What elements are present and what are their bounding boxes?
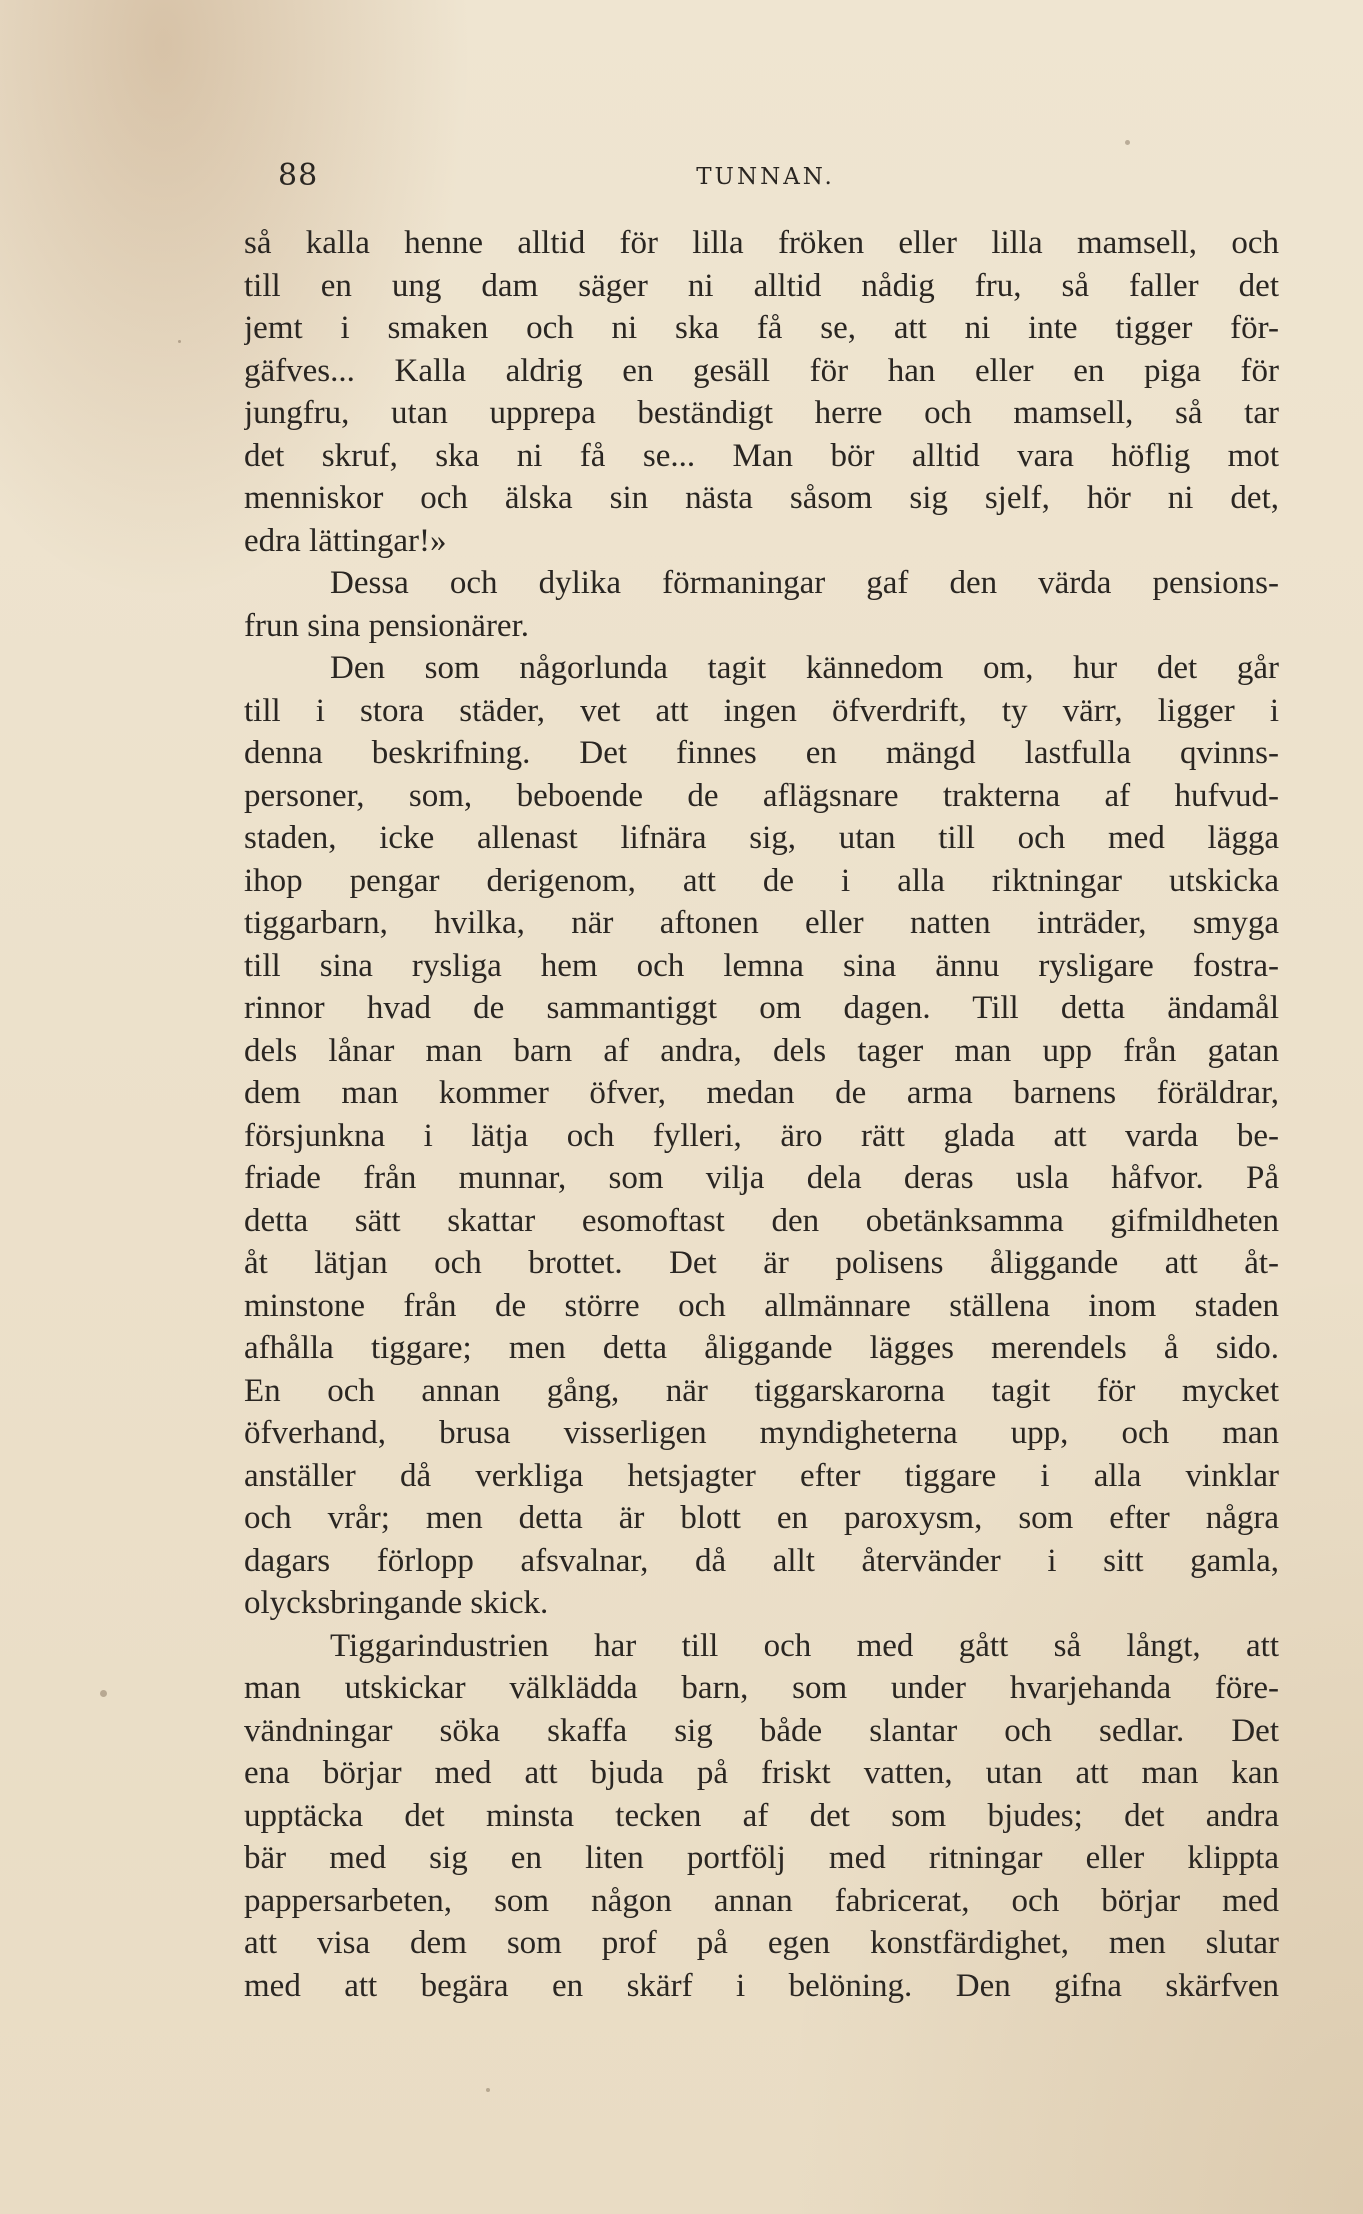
text-line: menniskor och älska sin nästa såsom sig sjelf, hör ni det, bbox=[244, 480, 1279, 516]
text-line: öfverhand, brusa visserligen myndigheterna upp, och man bbox=[244, 1415, 1279, 1451]
text-line: till sina rysliga hem och lemna sina ännu rysligare fostra- bbox=[244, 947, 1279, 984]
text-line: ena börjar med att bjuda på friskt vatten, utan att man kan bbox=[244, 1755, 1279, 1791]
text-line: dem man kommer öfver, medan de arma barnens föräldrar, bbox=[244, 1075, 1279, 1111]
text-line: upptäcka det minsta tecken af det som bjudes; det andra bbox=[244, 1797, 1279, 1834]
text-line: Tiggarindustrien har till och med gått så långt, att bbox=[330, 1627, 1279, 1664]
text-line: personer, som, beboende de aflägsnare trakterna af hufvud- bbox=[244, 777, 1279, 814]
text-line: jemt i smaken och ni ska få se, att ni inte tigger för- bbox=[244, 310, 1279, 346]
paper-speck bbox=[100, 1690, 107, 1697]
page-header bbox=[278, 158, 1253, 198]
text-line: ihop pengar derigenom, att de i alla riktningar utskicka bbox=[244, 862, 1279, 899]
text-line: staden, icke allenast lifnära sig, utan till och med lägga bbox=[244, 820, 1279, 856]
text-line: edra lättingar!» bbox=[244, 522, 447, 559]
text-line: att visa dem som prof på egen konstfärdighet, men slutar bbox=[244, 1925, 1279, 1961]
text-line: man utskickar välklädda barn, som under hvarjehanda före- bbox=[244, 1670, 1279, 1706]
text-line: jungfru, utan upprepa beständigt herre och mamsell, så tar bbox=[244, 395, 1279, 431]
text-line: olycksbringande skick. bbox=[244, 1585, 549, 1621]
paper-speck bbox=[1125, 140, 1130, 145]
page-number: 88 bbox=[278, 158, 319, 193]
text-line: försjunkna i lätja och fylleri, äro rätt glada att varda be- bbox=[244, 1117, 1279, 1154]
text-line: dagars förlopp afsvalnar, då allt återvänder i sitt gamla, bbox=[244, 1542, 1279, 1579]
text-line: Den som någorlunda tagit kännedom om, hur det går bbox=[330, 650, 1279, 686]
text-line: gäfves... Kalla aldrig en gesäll för han eller en piga för bbox=[244, 352, 1279, 389]
text-line: till en ung dam säger ni alltid nådig fru, så faller det bbox=[244, 267, 1279, 304]
text-line: frun sina pensionärer. bbox=[244, 607, 529, 644]
text-line: dels lånar man barn af andra, dels tager man upp från gatan bbox=[244, 1032, 1279, 1069]
text-line: pappersarbeten, som någon annan fabricerat, och börjar med bbox=[244, 1882, 1279, 1919]
text-line: minstone från de större och allmännare ställena inom staden bbox=[244, 1287, 1279, 1324]
text-line: bär med sig en liten portfölj med ritningar eller klippta bbox=[244, 1840, 1279, 1876]
text-line: så kalla henne alltid för lilla fröken eller lilla mamsell, och bbox=[244, 225, 1279, 261]
text-line: det skruf, ska ni få se... Man bör alltid vara höflig mot bbox=[244, 437, 1279, 474]
paper-speck bbox=[486, 2088, 490, 2092]
text-line: detta sätt skattar esomoftast den obetänksamma gifmildheten bbox=[244, 1202, 1279, 1239]
text-line: med att begära en skärf i belöning. Den gifna skärfven bbox=[244, 1967, 1279, 2004]
text-line: åt lätjan och brottet. Det är polisens åliggande att åt- bbox=[244, 1245, 1279, 1281]
text-line: rinnor hvad de sammantiggt om dagen. Till detta ändamål bbox=[244, 990, 1279, 1026]
text-line: anställer då verkliga hetsjagter efter tiggare i alla vinklar bbox=[244, 1457, 1279, 1494]
text-line: friade från munnar, som vilja dela deras usla håfvor. På bbox=[244, 1160, 1279, 1196]
text-line: denna beskrifning. Det finnes en mängd lastfulla qvinns- bbox=[244, 735, 1279, 771]
text-line: till i stora städer, vet att ingen öfverdrift, ty värr, ligger i bbox=[244, 692, 1279, 729]
running-title: TUNNAN. bbox=[696, 164, 835, 190]
text-line: Dessa och dylika förmaningar gaf den värda pensions- bbox=[330, 565, 1279, 601]
paper-speck bbox=[178, 340, 181, 343]
text-line: En och annan gång, när tiggarskarorna tagit för mycket bbox=[244, 1372, 1279, 1409]
text-line: afhålla tiggare; men detta åliggande lägges merendels å sido. bbox=[244, 1330, 1279, 1366]
text-line: och vrår; men detta är blott en paroxysm, som efter några bbox=[244, 1500, 1279, 1536]
body-text bbox=[244, 222, 1279, 2007]
text-line: tiggarbarn, hvilka, när aftonen eller natten inträder, smyga bbox=[244, 905, 1279, 941]
text-line: vändningar söka skaffa sig både slantar och sedlar. Det bbox=[244, 1712, 1279, 1749]
